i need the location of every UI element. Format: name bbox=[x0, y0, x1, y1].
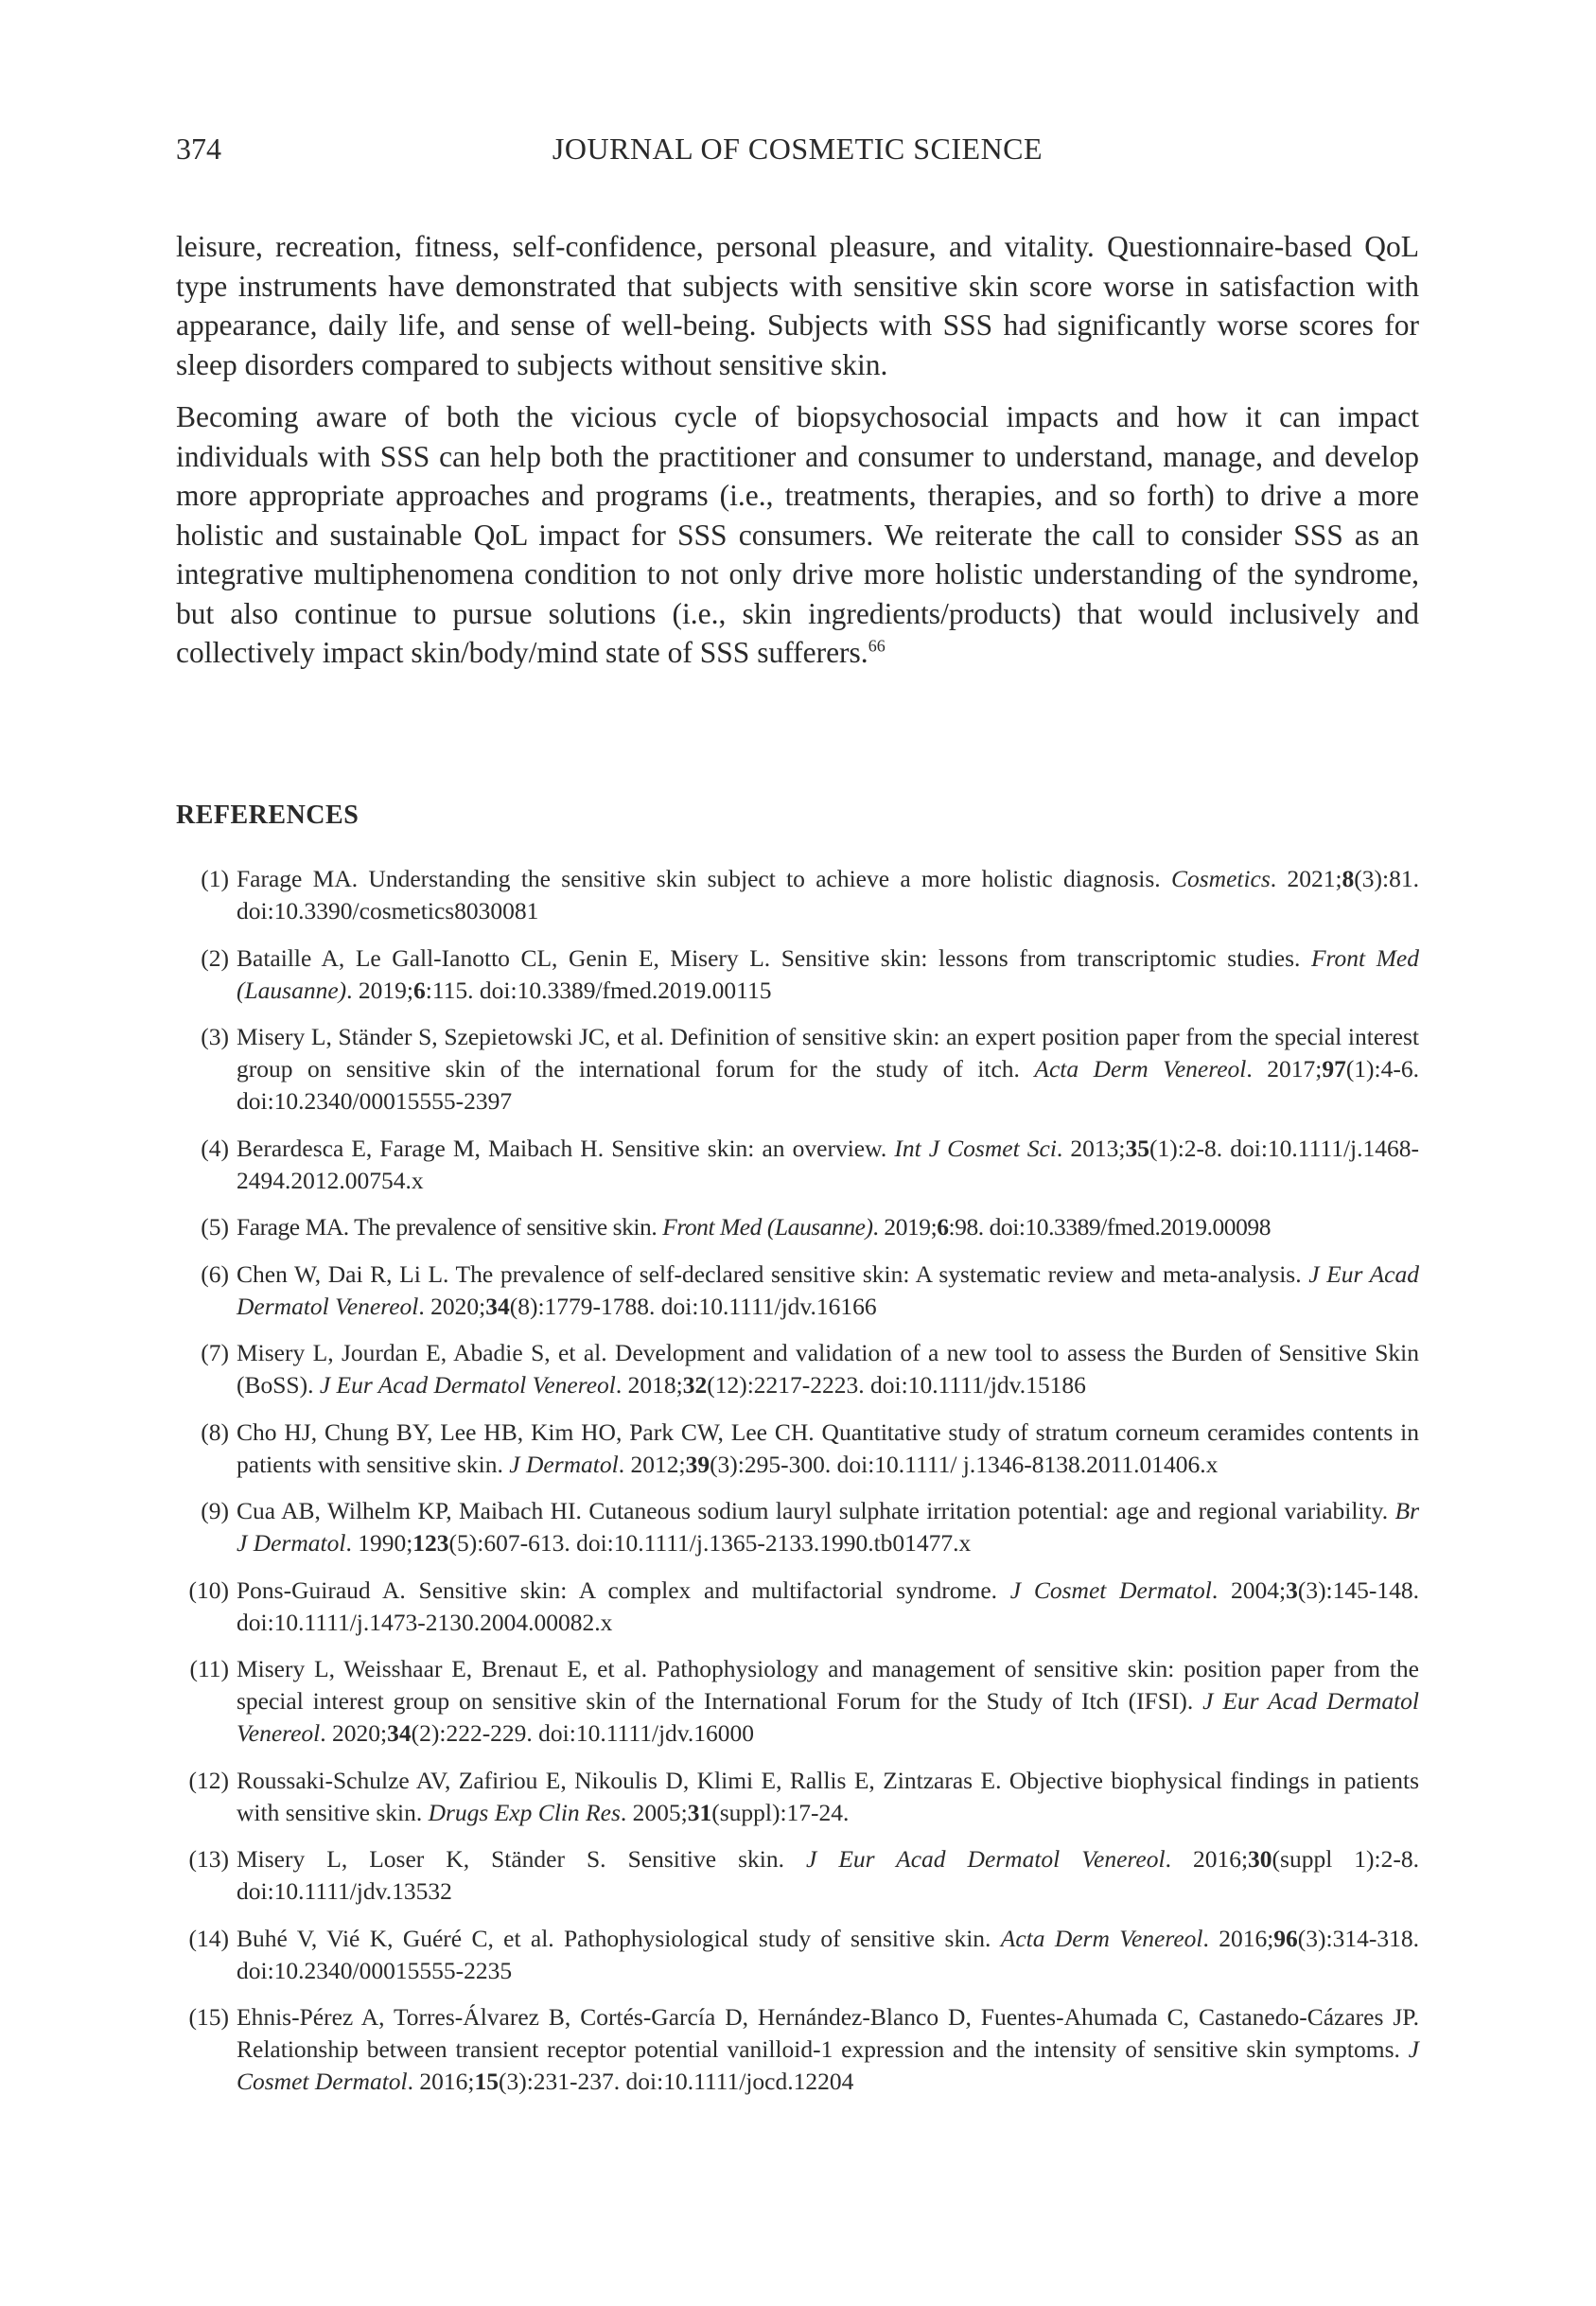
reference-year: . 2020; bbox=[320, 1719, 388, 1747]
reference-journal: J Dermatol bbox=[509, 1450, 619, 1478]
reference-volume: 123 bbox=[412, 1529, 449, 1557]
reference-item bbox=[176, 1923, 1419, 1987]
reference-pages-doi: (suppl 1):2-8. doi:10.1111/jdv.13532 bbox=[237, 1845, 1420, 1905]
reference-year: . 2013; bbox=[1056, 1134, 1126, 1162]
reference-year: . 2016; bbox=[1202, 1924, 1274, 1952]
reference-number: (12) bbox=[188, 1766, 229, 1794]
reference-volume: 15 bbox=[474, 2068, 499, 2095]
reference-number: (5) bbox=[201, 1213, 229, 1241]
reference-text: Ehnis-Pérez A, Torres-Álvarez B, Cortés-García D, Hernández-Blanco D, Fuentes-Ahumada C, Castanedo-Cázares JP. Relationship between transient receptor potential vanilloid-1 expression and the intensity of sensitive skin symptoms. bbox=[237, 2003, 1419, 2063]
reference-volume: 6 bbox=[937, 1213, 949, 1241]
reference-volume: 96 bbox=[1273, 1924, 1298, 1952]
reference-item bbox=[176, 1417, 1419, 1481]
reference-journal: J Eur Acad Dermatol Venereol bbox=[237, 1259, 1419, 1320]
reference-item bbox=[176, 1259, 1419, 1323]
reference-number: (2) bbox=[201, 943, 229, 972]
reference-number: (13) bbox=[188, 1845, 229, 1873]
reference-pages-doi: (5):607-613. doi:10.1111/j.1365-2133.1990.tb01477.x bbox=[448, 1529, 972, 1557]
reference-journal: Br J Dermatol bbox=[237, 1497, 1419, 1557]
reference-pages-doi: (3):231-237. doi:10.1111/jocd.12204 bbox=[498, 2068, 854, 2095]
reference-pages-doi: (3):295-300. doi:10.1111/ j.1346-8138.2011.01406.x bbox=[710, 1450, 1219, 1478]
reference-year: . 2018; bbox=[615, 1371, 683, 1399]
reference-volume: 3 bbox=[1286, 1575, 1298, 1604]
paragraph bbox=[176, 227, 1419, 384]
reference-text: Farage MA. Understanding the sensitive skin subject to achieve a more holistic diagnosis. bbox=[237, 865, 1171, 892]
reference-journal: J Eur Acad Dermatol Venereol bbox=[237, 1687, 1420, 1747]
paragraph-text: Becoming aware of both the vicious cycle of biopsychosocial impacts and how it can impact individuals with SSS can help both the practitioner and consumer to understand, manage, and develop more appropriate approaches and programs (i.e., treatments, therapies, and so forth) to drive a more holistic and sustainable QoL impact for SSS consumers. We reiterate the call to consider SSS as an integrative multiphenomena condition to not only drive more holistic understanding of the syndrome, but also continue to pursue solutions (i.e., skin ingredients/products) that would inclusively and collectively impact skin/body/mind state of SSS sufferers. bbox=[176, 400, 1419, 669]
reference-year: . 2016; bbox=[407, 2068, 475, 2095]
reference-item bbox=[176, 1575, 1419, 1639]
reference-text: Berardesca E, Farage M, Maibach H. Sensitive skin: an overview. bbox=[237, 1134, 895, 1162]
reference-number: (3) bbox=[201, 1023, 229, 1050]
paragraph-text: leisure, recreation, fitness, self-confidence, personal pleasure, and vitality. Questionnaire-based QoL type instruments have demonstrated that subjects with sensitive skin score worse in satisfaction with appearance, daily life, and sense of well-being. Subjects with SSS had significantly worse scores for sleep disorders compared to subjects without sensitive skin. bbox=[176, 230, 1419, 381]
reference-pages-doi: (3):314-318. doi:10.2340/00015555-2235 bbox=[237, 1924, 1419, 1984]
reference-journal: J Cosmet Dermatol bbox=[237, 2035, 1419, 2095]
body-text bbox=[176, 227, 1419, 686]
reference-number: (9) bbox=[201, 1497, 229, 1524]
reference-number: (8) bbox=[201, 1417, 229, 1446]
running-header bbox=[176, 125, 1419, 172]
reference-list bbox=[176, 863, 1419, 2113]
reference-volume: 32 bbox=[682, 1371, 708, 1399]
reference-year: . 2004; bbox=[1211, 1575, 1287, 1604]
reference-number: (15) bbox=[188, 2003, 229, 2031]
citation-superscript: 66 bbox=[868, 636, 886, 656]
journal-title: JOURNAL OF COSMETIC SCIENCE bbox=[552, 132, 1044, 166]
reference-volume: 31 bbox=[687, 1798, 712, 1826]
reference-text: Chen W, Dai R, Li L. The prevalence of self-declared sensitive skin: A systematic review and meta-analysis. bbox=[237, 1259, 1309, 1288]
reference-pages-doi: (suppl):17-24. bbox=[711, 1798, 850, 1826]
reference-journal: Drugs Exp Clin Res bbox=[428, 1798, 621, 1826]
reference-year: . 2017; bbox=[1246, 1055, 1323, 1083]
reference-pages-doi: (12):2217-2223. doi:10.1111/jdv.15186 bbox=[707, 1371, 1086, 1399]
reference-year: . 2012; bbox=[618, 1450, 686, 1478]
reference-year: . 2019; bbox=[346, 976, 414, 1004]
reference-item bbox=[176, 2001, 1419, 2098]
reference-item bbox=[176, 1211, 1419, 1243]
page-number: 374 bbox=[176, 132, 221, 166]
reference-volume: 30 bbox=[1248, 1845, 1272, 1873]
reference-number: (14) bbox=[188, 1924, 229, 1952]
reference-journal: J Eur Acad Dermatol Venereol bbox=[319, 1371, 616, 1399]
reference-volume: 8 bbox=[1342, 865, 1355, 892]
reference-item bbox=[176, 1843, 1419, 1908]
reference-item bbox=[176, 1765, 1419, 1829]
reference-text: Cua AB, Wilhelm KP, Maibach HI. Cutaneous sodium lauryl sulphate irritation potential: age and regional variability. bbox=[237, 1497, 1395, 1524]
reference-journal: Int J Cosmet Sci bbox=[894, 1134, 1057, 1162]
reference-year: . 2019; bbox=[872, 1213, 938, 1241]
reference-year: . 2016; bbox=[1165, 1845, 1249, 1873]
reference-year: . 2005; bbox=[620, 1798, 688, 1826]
reference-pages-doi: (3):81. doi:10.3390/cosmetics8030081 bbox=[237, 865, 1419, 924]
reference-year: . 1990; bbox=[345, 1529, 413, 1557]
reference-volume: 39 bbox=[685, 1450, 710, 1478]
reference-pages-doi: (8):1779-1788. doi:10.1111/jdv.16166 bbox=[509, 1292, 877, 1320]
reference-item bbox=[176, 1495, 1419, 1559]
reference-number: (11) bbox=[189, 1655, 229, 1682]
reference-item bbox=[176, 1653, 1419, 1750]
reference-text: Pons-Guiraud A. Sensitive skin: A complex and multifactorial syndrome. bbox=[237, 1575, 1010, 1604]
reference-item bbox=[176, 863, 1419, 927]
reference-number: (10) bbox=[188, 1575, 229, 1604]
reference-pages-doi: :98. doi:10.3389/fmed.2019.00098 bbox=[948, 1213, 1272, 1241]
reference-journal: J Cosmet Dermatol bbox=[1009, 1575, 1212, 1604]
reference-item bbox=[176, 1337, 1419, 1401]
reference-journal: J Eur Acad Dermatol Venereol bbox=[805, 1845, 1166, 1873]
reference-number: (6) bbox=[201, 1259, 229, 1288]
reference-pages-doi: (3):145-148. doi:10.1111/j.1473-2130.2004.00082.x bbox=[237, 1575, 1420, 1636]
reference-text: Cho HJ, Chung BY, Lee HB, Kim HO, Park CW, Lee CH. Quantitative study of stratum corneum ceramides contents in patients with sensitive skin. bbox=[237, 1417, 1419, 1478]
reference-pages-doi: (2):222-229. doi:10.1111/jdv.16000 bbox=[411, 1719, 755, 1747]
reference-journal: Front Med (Lausanne) bbox=[662, 1213, 873, 1241]
reference-text: Farage MA. The prevalence of sensitive skin. bbox=[237, 1213, 663, 1241]
reference-year: . 2021; bbox=[1270, 865, 1342, 892]
reference-text: Misery L, Ständer S, Szepietowski JC, et al. Definition of sensitive skin: an expert position paper from the special interest group on sensitive skin of the international forum for the study of itch. bbox=[237, 1023, 1419, 1083]
reference-journal: Cosmetics bbox=[1170, 865, 1271, 892]
reference-text: Bataille A, Le Gall-Ianotto CL, Genin E, Misery L. Sensitive skin: lessons from transcriptomic studies. bbox=[237, 943, 1311, 972]
reference-pages-doi: :115. doi:10.3389/fmed.2019.00115 bbox=[425, 976, 772, 1004]
reference-volume: 97 bbox=[1322, 1055, 1346, 1083]
reference-text: Misery L, Loser K, Ständer S. Sensitive skin. bbox=[237, 1845, 806, 1873]
reference-journal: Front Med (Lausanne) bbox=[237, 943, 1420, 1004]
reference-text: Buhé V, Vié K, Guéré C, et al. Pathophysiological study of sensitive skin. bbox=[237, 1924, 1001, 1952]
reference-number: (1) bbox=[201, 865, 229, 892]
paragraph bbox=[176, 397, 1419, 673]
reference-text: Misery L, Jourdan E, Abadie S, et al. Development and validation of a new tool to assess the Burden of Sensitive Skin (BoSS). bbox=[237, 1339, 1419, 1399]
reference-volume: 34 bbox=[485, 1292, 510, 1320]
reference-volume: 34 bbox=[387, 1719, 412, 1747]
reference-journal: Acta Derm Venereol bbox=[1034, 1055, 1247, 1083]
reference-text: Roussaki-Schulze AV, Zafiriou E, Nikoulis D, Klimi E, Rallis E, Zintzaras E. Objective biophysical findings in patients with sensitive skin. bbox=[237, 1766, 1419, 1826]
references-heading: REFERENCES bbox=[176, 801, 360, 830]
reference-journal: Acta Derm Venereol bbox=[1000, 1924, 1203, 1952]
reference-volume: 6 bbox=[413, 976, 426, 1004]
reference-item bbox=[176, 942, 1419, 1007]
reference-year: . 2020; bbox=[418, 1292, 486, 1320]
reference-item bbox=[176, 1021, 1419, 1118]
reference-number: (4) bbox=[201, 1134, 229, 1162]
reference-number: (7) bbox=[201, 1339, 229, 1366]
reference-volume: 35 bbox=[1125, 1134, 1149, 1162]
reference-pages-doi: (1):2-8. doi:10.1111/j.1468-2494.2012.00754.x bbox=[237, 1134, 1419, 1194]
reference-pages-doi: (1):4-6. doi:10.2340/00015555-2397 bbox=[237, 1055, 1419, 1115]
reference-text: Misery L, Weisshaar E, Brenaut E, et al. Pathophysiology and management of sensitive skin: position paper from the special interest group on sensitive skin of the International Forum for the Study of Itch (IFSI). bbox=[237, 1655, 1419, 1715]
reference-item bbox=[176, 1133, 1419, 1197]
